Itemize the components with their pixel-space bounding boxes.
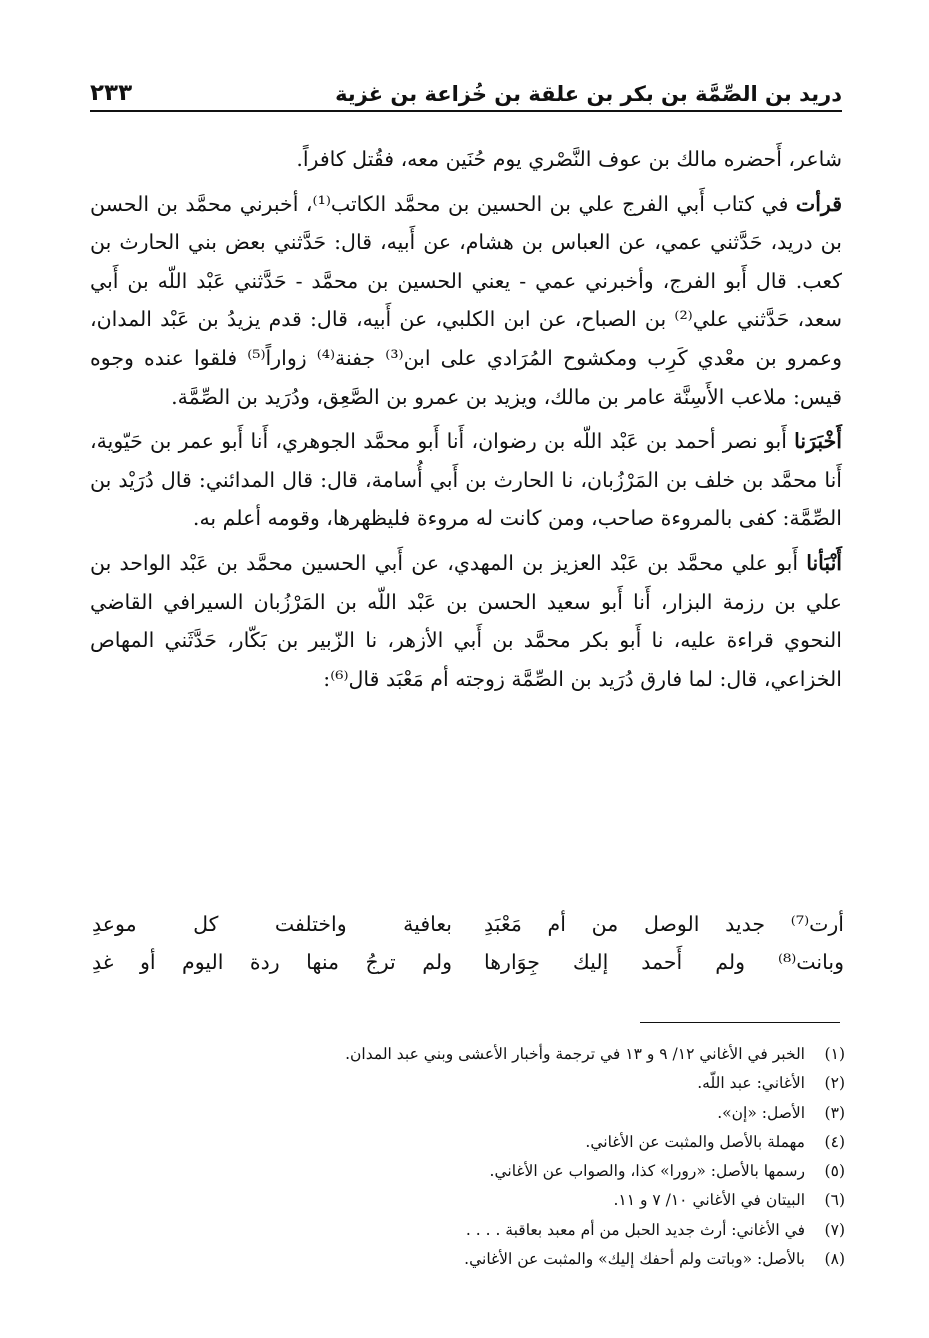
poem bbox=[92, 905, 844, 981]
paragraph bbox=[90, 185, 842, 417]
poem-verse bbox=[92, 943, 844, 981]
page-number: ٢٣٣ bbox=[90, 80, 133, 106]
footnote bbox=[150, 1186, 845, 1215]
footnote-text: في الأغاني: أرث جديد الحبل من أم معبد بعاقبة . . . . bbox=[465, 1220, 805, 1239]
paragraph-text: أَبو نصر أحمد بن عَبْد اللّه بن رضوان، أَنا أَبو محمَّد الجوهري، أَنا أَبو عمر بن حَيّوية، أَنا محمَّد بن خلف بن المَرْزُبان، نا الحارث بن أَبي أُسامة، قال: قال المدائني: قال دُرَيْد بن الصِّمَّة: كفى بالمروءة صاحب، ومن كانت له مروءة فليظهرها، وقومه أعلم به. bbox=[90, 429, 842, 531]
footnote bbox=[150, 1216, 845, 1245]
paragraph-text: أَبو علي محمَّد بن عَبْد العزيز بن المهدي، عن أَبي الحسين محمَّد بن عَبْد الواحد بن علي بن رزمة البزار، أَنا أَبو سعيد الحسن بن عَبْد اللّه بن المَرْزُبان السيرافي القاضي النحوي قراءة عليه، نا أَبو بكر محمَّد بن أَبي الأزهر، نا الزّبير بن بَكّار، حَدَّثَني المهاص الخزاعي، قال: لما فارق دُرَيد بن الصِّمَّة زوجته أم مَعْبَد قال⁽⁶⁾: bbox=[90, 550, 842, 691]
header-title: دريد بن الصِّمَّة بن بكر بن علقة بن خُزاعة بن غزية bbox=[335, 82, 842, 106]
footnote-text: الخبر في الأغاني ١٢/ ٩ و ١٣ في ترجمة وأخبار الأعشى وبني عبد المدان. bbox=[345, 1045, 805, 1063]
footnote-text: الأغاني: عبد اللّه. bbox=[697, 1074, 805, 1093]
paragraph-lead-word: أَنْبَأنا bbox=[806, 550, 842, 575]
footnote-text: الأصل: «إن». bbox=[717, 1103, 805, 1122]
footnote-text: بالأصل: «وباتت ولم أحفك إليك» والمثبت عن الأغاني. bbox=[464, 1250, 805, 1269]
paragraph bbox=[90, 140, 842, 179]
paragraph-lead-word: أَخْبَرَنا bbox=[794, 429, 842, 454]
footnote bbox=[150, 1245, 845, 1274]
poem-first-hemistich: أرت⁽⁷⁾ جديد الوصل من أم مَعْبَدِ bbox=[484, 912, 844, 936]
footnote-number: (٢) bbox=[824, 1074, 845, 1093]
paragraph bbox=[90, 422, 842, 538]
footnote bbox=[150, 1069, 845, 1098]
paragraph bbox=[90, 544, 842, 698]
paragraph-text: شاعر، أَحضره مالك بن عوف النَّصْري يوم حُنَين معه، فقُتل كافراً. bbox=[296, 147, 842, 171]
paragraph-text: في كتاب أَبي الفرج علي بن الحسين بن محمَّد الكاتب⁽¹⁾، أخبرني محمَّد بن الحسن بن دريد، حَدَّثني عمي، عن العباس بن هشام، عن أَبيه، قال: حَدَّثني بعض بني الحارث بن كعب. قال أَبو الفرج، وأخبرني عمي - يعني الحسين بن محمَّد - حَدَّثني عَبْد اللّه بن أَبي سعد، حَدَّثني علي⁽²⁾ بن الصباح، عن ابن الكلبي، عن أَبيه، قال: قدم يزيدُ بن عَبْد المدان، وعمرو بن معْدي كَرِب ومكشوح المُرَادي على ابن⁽³⁾ جفنة⁽⁴⁾ زواراً⁽⁵⁾ فلقوا عنده وجوه قيس: ملاعب الأَسِنَّة عامر بن مالك، ويزيد بن عمرو بن الصَّعِق، ودُرَيد بن الصِّمَّة. bbox=[90, 191, 843, 409]
footnote-number: (١) bbox=[824, 1045, 845, 1063]
footnote bbox=[150, 1099, 845, 1128]
poem-first-hemistich: وبانت⁽⁸⁾ ولم أَحمد إليك جِوَارها bbox=[484, 950, 844, 974]
footnote bbox=[150, 1040, 845, 1069]
footnote-text: البيتان في الأغاني ١٠/ ٧ و ١١. bbox=[613, 1191, 805, 1210]
footnote-number: (٣) bbox=[824, 1103, 845, 1122]
footnotes bbox=[150, 1040, 845, 1274]
footnote-text: رسمها بالأصل: «رورا» كذا، والصواب عن الأغاني. bbox=[489, 1162, 805, 1181]
footnote-number: (٨) bbox=[824, 1250, 845, 1269]
footnote-text: مهملة بالأصل والمثبت عن الأغاني. bbox=[585, 1132, 805, 1151]
footnote-number: (٥) bbox=[824, 1162, 845, 1181]
main-text bbox=[90, 140, 842, 704]
footnote-separator bbox=[640, 1022, 840, 1023]
poem-second-hemistich: ولم ترجُ منها ردة اليوم أو غدِ bbox=[92, 950, 452, 974]
paragraph-lead-word: قرأت bbox=[795, 191, 843, 216]
running-header bbox=[90, 76, 842, 112]
footnote bbox=[150, 1128, 845, 1157]
footnote bbox=[150, 1157, 845, 1186]
footnote-number: (٧) bbox=[824, 1220, 845, 1239]
poem-verse bbox=[92, 905, 844, 943]
poem-second-hemistich: بعافية واختلفت كل موعدِ bbox=[92, 912, 452, 936]
footnote-number: (٤) bbox=[824, 1132, 845, 1151]
footnote-number: (٦) bbox=[824, 1191, 845, 1210]
